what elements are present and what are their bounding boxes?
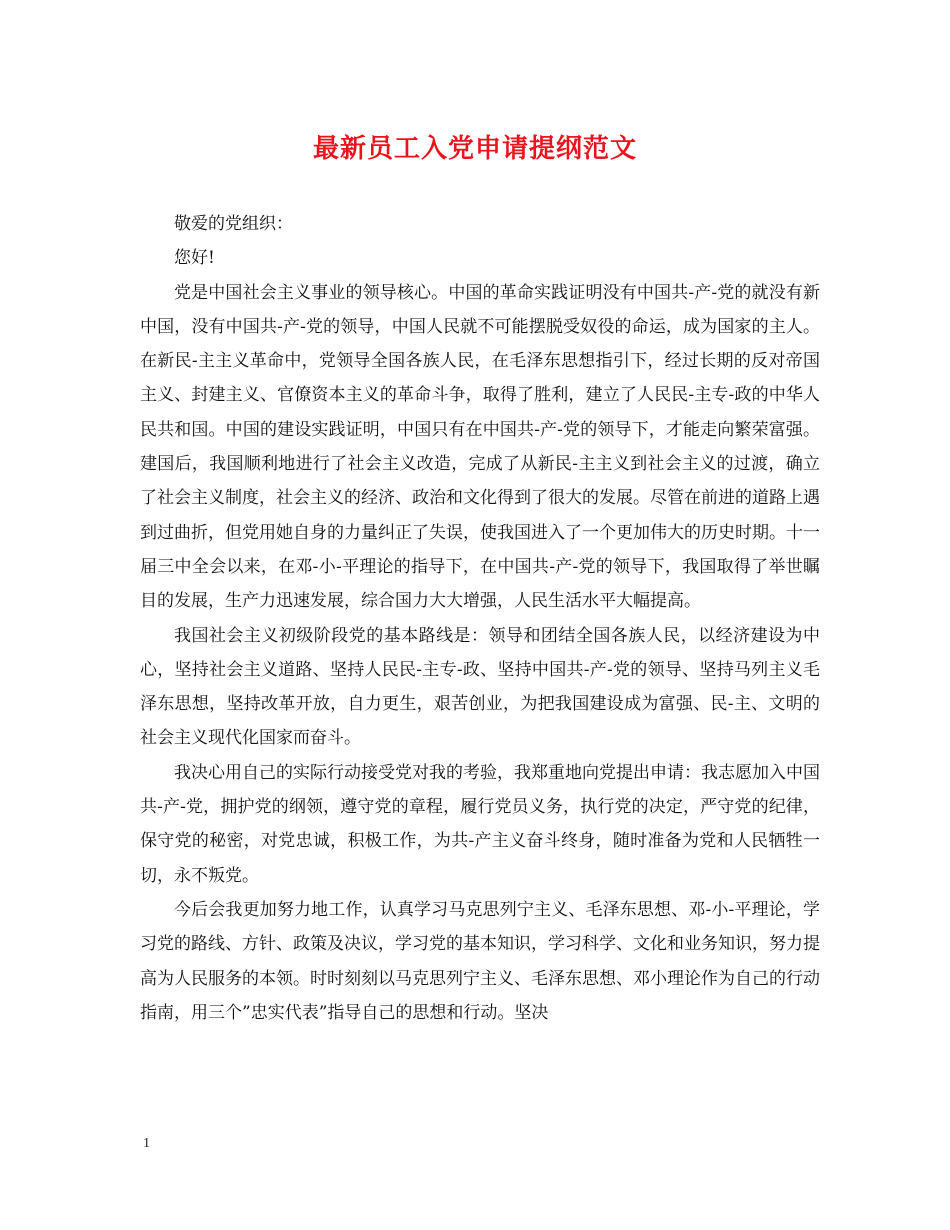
document-title: 最新员工入党申请提纲范文	[312, 134, 637, 164]
page-number: 1	[143, 1136, 150, 1151]
document-body	[140, 207, 820, 1030]
paragraph-1: 党是中国社会主义事业的领导核心。中国的革命实践证明没有中国共-产-党的就没有新中国，没有中国共-产-党的领导，中国人民就不可能摆脱受奴役的命运，成为国家的主人。在新民-主主义革命中，党领导全国各族人民，在毛泽东思想指引下，经过长期的反对帝国主义、封建主义、官僚资本主义的革命斗争，取得了胜利，建立了人民民-主专-政的中华人民共和国。中国的建设实践证明，中国只有在中国共-产-党的领导下，才能走向繁荣富强。建国后，我国顺利地进行了社会主义改造，完成了从新民-主主义到社会主义的过渡，确立了社会主义制度，社会主义的经济、政治和文化得到了很大的发展。尽管在前进的道路上遇到过曲折，但党用她自身的力量纠正了失误，使我国进入了一个更加伟大的历史时期。十一届三中全会以来，在邓-小-平理论的指导下，在中国共-产-党的领导下，我国取得了举世瞩目的发展，生产力迅速发展，综合国力大大增强，人民生活水平大幅提高。	[140, 282, 820, 612]
paragraph-4: 今后会我更加努力地工作，认真学习马克思列宁主义、毛泽东思想、邓-小-平理论，学习党的路线、方针、政策及决议，学习党的基本知识，学习科学、文化和业务知识，努力提高为人民服务的本领。时时刻刻以马克思列宁主义、毛泽东思想、邓小理论作为自己的行动指南，用三个”忠实代表”指导自己的思想和行动。坚决	[140, 899, 820, 1023]
paragraph-2: 我国社会主义初级阶段党的基本路线是：领导和团结全国各族人民，以经济建设为中心，坚持社会主义道路、坚持人民民-主专-政、坚持中国共-产-党的领导、坚持马列主义毛泽东思想，坚持改革开放，自力更生，艰苦创业，为把我国建设成为富强、民-主、文明的社会主义现代化国家而奋斗。	[140, 625, 820, 749]
salutation: 敬爱的党组织：	[174, 214, 293, 234]
paragraph-3: 我决心用自己的实际行动接受党对我的考验，我郑重地向党提出申请：我志愿加入中国共-产-党，拥护党的纲领，遵守党的章程，履行党员义务，执行党的决定，严守党的纪律，保守党的秘密，对党忠诚，积极工作，为共-产主义奋斗终身，随时准备为党和人民牺牲一切，永不叛党。	[140, 762, 820, 886]
greeting: 您好!	[174, 248, 215, 269]
